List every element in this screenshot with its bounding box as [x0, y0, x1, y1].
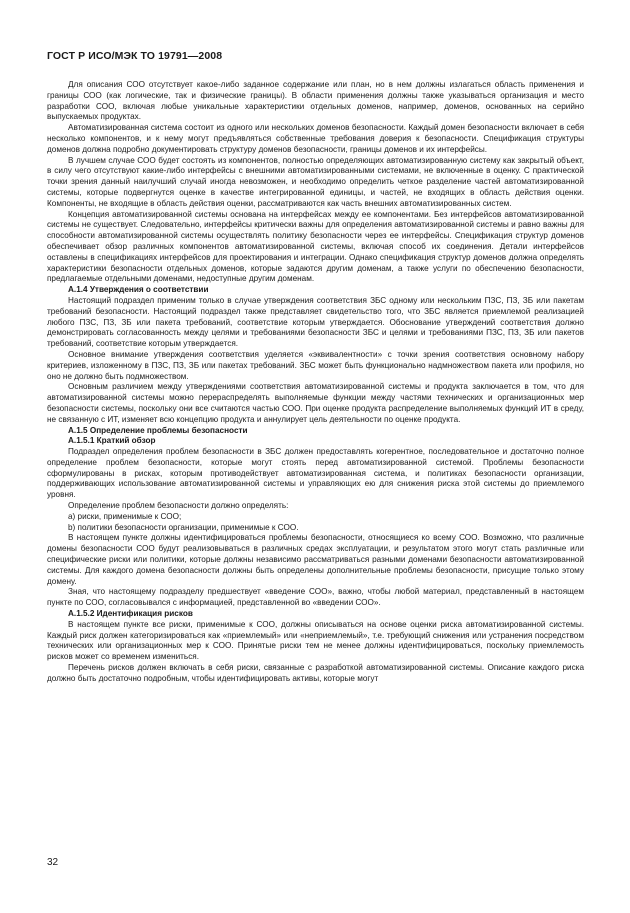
- paragraph: Перечень рисков должен включать в себя риски, связанные с разработкой автоматизированной системы. Описание каждого риска должно быть достаточно подробным, чтобы идентифицировать активы, которые могут: [47, 663, 584, 683]
- paragraph: Настоящий подраздел применим только в случае утверждения соответствия ЗБС одному или нескольким ПЗС, ПЗ, ЗБ или пакетам требований безопасности. Настоящий подраздел также представляет свидетельство того, что ЗБС является приемлемой реализацией любого ПЗС, ПЗ, ЗБ или пакета требований, соответствие которым утверждается. Обоснование утверждений соответствия должно демонстрировать согласованность между целями и требованиями безопасности ЗБС и целями и требованиями ПЗС, ПЗ, ЗБ или пакетов требований, соответствие которым утверждается.: [47, 295, 584, 349]
- list-item: a) риски, применимые к СОО;: [68, 511, 182, 521]
- paragraph: В настоящем пункте должны идентифицироваться проблемы безопасности, относящиеся ко всему СОО. Возможно, что различные домены безопасности СОО будут реализовываться в различных средах эксплуатации, и результатом этого могут стать различные или специфические риски или политики, которые должны независимо рассматриваться разными доменами безопасности автоматизированной системы. Для каждого домена безопасности должны быть определены дополнительные проблемы безопасности, присущие только этому домену.: [47, 533, 584, 586]
- paragraph: Подраздел определения проблем безопасности в ЗБС должен предоставлять когерентное, последовательное и достаточно полное определение проблем безопасности, которые могут стоять перед автоматизированной системой. Проблемы безопасности сформулированы в рисках, которым противодействует автоматизированная система, и политиках безопасности организации, поддерживающих использование автоматизированной системы и управляющих ею для снижения риска этой системы до приемлемого уровня.: [47, 447, 584, 500]
- page-header: ГОСТ Р ИСО/МЭК ТО 19791—2008: [47, 50, 223, 62]
- section-heading: А.1.4 Утверждения о соответствии: [68, 285, 209, 295]
- document-body: [47, 80, 584, 685]
- subsection-heading: А.1.5.1 Краткий обзор: [68, 436, 156, 446]
- paragraph: Основное внимание утверждения соответствия уделяется «эквивалентности» с точки зрения соответствия основному набору критериев, изложенному в ПЗС, ПЗ, ЗБ или пакетах требований. ЗБС может быть функционально надмножеством пакета или профиля, но оно не должно быть подмножеством.: [47, 349, 584, 381]
- paragraph: Автоматизированная система состоит из одного или нескольких доменов безопасности. Каждый домен безопасности включает в себя несколько компонентов, и к нему могут предъявляться собственные требования доверия к безопасности. Спецификация структуры доменов должна подробно документировать структуру доменов безопасности, границы доменов и их интерфейсы.: [47, 123, 584, 154]
- subsection-heading: А.1.5.2 Идентификация рисков: [68, 609, 193, 619]
- page-number: 32: [47, 857, 59, 868]
- paragraph: Концепция автоматизированной системы основана на интерфейсах между ее компонентами. Без интерфейсов автоматизированной системы не существует. Следовательно, интерфейсы критически важны для определения автоматизированной системы и равно важны для способности автоматизированной системы осуществлять политику безопасности через ее интерфейсы. Спецификация структур доменов обеспечивает обзор различных компонентов автоматизированной системы, включая способ их соединения. Детали интерфейсов оставлены в спецификациях интерфейсов для проектирования и интеграции. Однако спецификация структур доменов должна определять характеристики безопасности отдельных доменов, которые задаются другим доменам, а также услуги по обеспечению безопасности, предлагаемые отдельными доменами, недоступные другим доменам.: [47, 209, 584, 284]
- paragraph: Определение проблем безопасности должно определять:: [68, 501, 289, 511]
- section-heading: А.1.5 Определение проблемы безопасности: [68, 425, 248, 435]
- paragraph: Зная, что настоящему подразделу предшествует «введение СОО», важно, чтобы любой материал, представленный в настоящем пункте по СОО, согласовывался с информацией, представленной во «введении СОО».: [47, 587, 584, 608]
- paragraph: В настоящем пункте все риски, применимые к СОО, должны описываться на основе оценки риска автоматизированной системы. Каждый риск должен категоризироваться как «приемлемый» или «неприемлемый», т.е. требующий снижения или устранения посредством технических или организационных мер к СОО. Принятые риски тем не менее должны идентифицироваться, поскольку приемлемость рисков может со временем измениться.: [47, 619, 584, 662]
- paragraph: В лучшем случае СОО будет состоять из компонентов, полностью определяющих автоматизированную систему как закрытый объект, в силу чего отсутствуют какие-либо интерфейсы с внешними автоматизированными системами, не включенные в оценку. С практической точки зрения данный наилучший случай иногда невозможен, и необходимо определить четкое разделение частей автоматизированной системы, которые подвергнутся оценке в качестве интегрированной единицы, и частей, не входящих в область действия оценки. Компоненты, не входящие в область действия оценки, рассматриваются как часть внешних автоматизированных систем.: [47, 155, 584, 208]
- list-item: b) политики безопасности организации, применимые к СОО.: [68, 522, 299, 532]
- paragraph: Для описания СОО отсутствует какое-либо заданное содержание или план, но в нем должны излагаться область применения и границы СОО (как логические, так и физические границы). В области применения должны также указываться организация и место разработки СОО, включая любые уникальные характеристики отдельных доменов, например, доменов, основанных на серийно выпускаемых продуктах.: [47, 80, 584, 122]
- paragraph: Основным различием между утверждениями соответствия автоматизированной системы и продукта заключается в том, что для автоматизированной системы можно перераспределять выполняемые функции между частями технических и организационных мер безопасности системы, поскольку они все считаются частью СОО. При оценке продукта распределение выполняемых функций ИТ в среду, не связанную с ИТ, изменяет всю концепцию продукта и аннулирует цель деятельности по оценке продукта.: [47, 382, 584, 424]
